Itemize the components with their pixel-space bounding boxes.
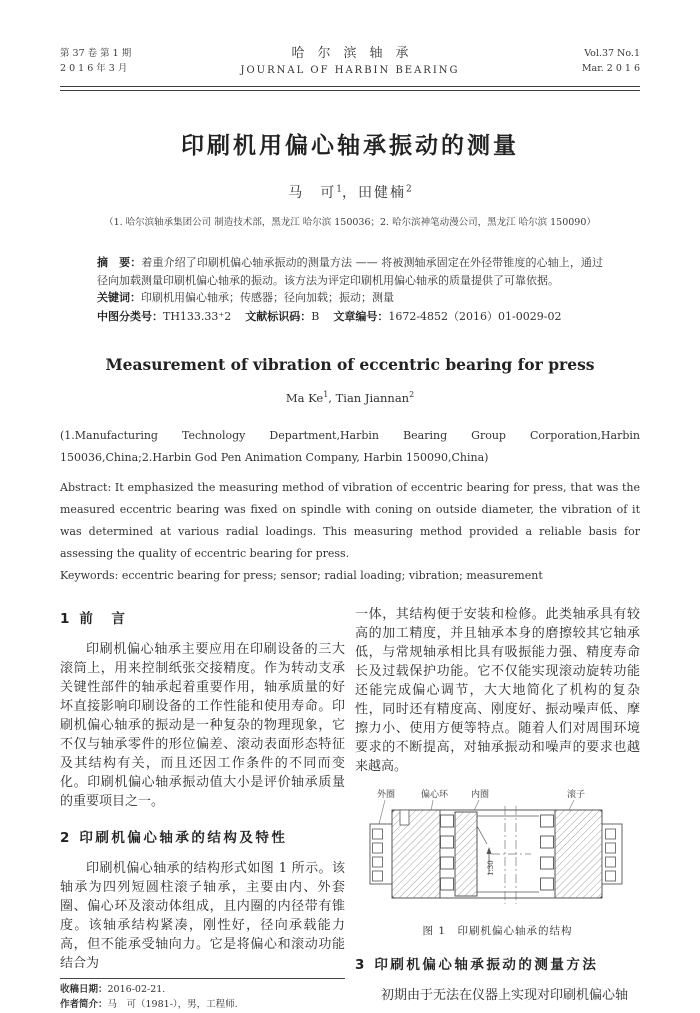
inner-ring-band — [455, 812, 477, 896]
left-outer-block — [392, 810, 440, 898]
author2-en: Tian Jiannan — [335, 390, 410, 405]
journal-title-en: JOURNAL OF HARBIN BEARING — [240, 65, 460, 76]
clc-number: 中图分类号：TH133.33⁺2 — [97, 309, 232, 323]
author2-cn: 田健楠 — [358, 185, 406, 201]
affiliation-cn: （1. 哈尔滨轴承集团公司 制造技术部，黑龙江 哈尔滨 150036；2. 哈尔滨神笔动漫公司，黑龙江 哈尔滨 150090） — [104, 217, 596, 228]
section1-paragraph: 印刷机偏心轴承主要应用在印刷设备的三大滚筒上，用来控制纸张交接精度。作为转动支承关键性部件的轴承起着重要作用，轴承质量的好坏直接影响印刷设备的工作性能和使用寿命。印刷机偏心轴承的振动是一种复杂的物理现象，它不仅与轴承零件的形位偏差、滚动表面形态特征及其结构有关，而且还因工作条件的不同而变化。印刷机偏心轴承振动值大小是评价轴承质量的重要项目之一。 — [60, 641, 345, 809]
affiliation-en: (1.Manufacturing Technology Department,Harbin Bearing Group Corporation,Harbin 150036,China;2.Harbin God Pen Animation Company, Harbin 150090,China) — [60, 428, 640, 464]
label-inner-ring: 内圈 — [471, 789, 490, 800]
abstract-block-cn — [97, 254, 603, 325]
header-left — [60, 46, 180, 76]
date-en: Mar. 2 0 1 6 — [581, 63, 640, 74]
authors-line-cn — [60, 182, 640, 202]
right-outer-block — [555, 810, 602, 898]
volume-issue-cn: 第 37 卷 第 1 期 — [60, 48, 132, 59]
keywords-cn — [97, 289, 603, 307]
abstract-en: Abstract: It emphasized the measuring method of vibration of eccentric bearing for press, that was the measured eccentric bearing was fixed on spindle with coning on outside diameter, the vibration of it was determined at various radial loadings. This measuring method provided a reliable basis for assessing the quality of eccentric bearing for press. — [60, 480, 640, 560]
author1-sup: 1 — [336, 184, 342, 195]
article-title-cn: 印刷机用偏心轴承振动的测量 — [181, 133, 519, 159]
section1-heading: 1 前 言 — [60, 610, 128, 627]
figure1-caption: 图 1 印刷机偏心轴承的结构 — [422, 924, 573, 937]
journal-header — [60, 46, 640, 78]
bearing-cross-section-diagram — [355, 786, 640, 918]
section2-heading: 2 印刷机偏心轴承的结构及特性 — [60, 829, 288, 846]
author1-en: Ma Ke — [285, 390, 324, 405]
lubrication-slot — [400, 810, 409, 825]
author2-sup-en: 2 — [409, 390, 415, 399]
article-title-en: Measurement of vibration of eccentric bearing for press — [105, 355, 595, 374]
taper-ratio-text: 1:30 — [487, 860, 495, 876]
author-separator-en: , — [328, 390, 336, 405]
author-bio-line: 作者简介：马 可（1981-），男，工程师. — [60, 999, 238, 1011]
authors-line-en — [60, 390, 640, 405]
author-separator: ， — [342, 185, 358, 201]
keywords-en: Keywords: eccentric bearing for press; sensor; radial loading; vibration; measurement — [60, 568, 543, 582]
article-id: 文章编号：1672-4852（2016）01-0029-02 — [333, 309, 562, 323]
header-right — [520, 46, 640, 76]
author1-cn: 马 可 — [288, 185, 337, 201]
section3-heading: 3 印刷机偏心轴承振动的测量方法 — [355, 956, 599, 973]
document-code: 文献标识码：B — [245, 309, 320, 323]
header-center — [180, 46, 520, 78]
received-date-line: 收稿日期：2016-02-21. — [60, 983, 166, 995]
label-eccentric-ring: 偏心环 — [421, 789, 449, 800]
keywords-label-cn: 关键词： — [97, 291, 141, 304]
section3-paragraph: 初期由于无法在仪器上实现对印刷机偏心轴 — [381, 987, 629, 1003]
volume-issue-en: Vol.37 No.1 — [584, 48, 640, 59]
abstract-text-cn: 着重介绍了印刷机偏心轴承振动的测量方法 —— 将被测轴承固定在外径带锥度的心轴上，通过径向加载测量印刷机偏心轴承的振动。该方法为评定印刷机用偏心轴承的质量提供了可靠依据。 — [97, 256, 604, 287]
author1-sup-en: 1 — [323, 390, 329, 399]
keywords-text-cn: 印刷机用偏心轴承；传感器；径向加载；振动；测量 — [141, 291, 394, 304]
two-column-body — [60, 605, 640, 1013]
journal-title-cn: 哈尔滨轴承 — [291, 46, 422, 61]
section2-paragraph-continued: 一体，其结构便于安装和检修。此类轴承具有较高的加工精度，并且轴承本身的磨擦较其它轴承低，与常规轴承相比具有吸振能力强、精度寿命长及过载保护功能。它不仅能实现滚动旋转功能还能完成偏心调节，大大地简化了机构的复杂性，同时还有精度高、刚度好、振动噪声低、摩擦力小、使用方便等特点。随着人们对周围环境要求的不断提高，对轴承振动和噪声的要求也越来越高。 — [355, 606, 640, 774]
header-double-rule — [60, 86, 640, 91]
section2-paragraph: 印刷机偏心轴承的结构形式如图 1 所示。该轴承为四列短圆柱滚子轴承，主要由内、外套圈、偏心环及滚动体组成，且内圈的内径带有锥度。该轴承结构紧凑，刚性好，径向承载能力高，但不能承受轴向力。它是将偏心和滚动功能结合为 — [60, 860, 345, 971]
date-cn: 2 0 1 6 年 3 月 — [60, 63, 128, 74]
article-meta-row — [97, 308, 603, 326]
first-page-footnote — [60, 978, 345, 1013]
abstract-label-cn: 摘 要： — [97, 256, 142, 269]
abstract-cn — [97, 254, 603, 289]
column-left — [60, 605, 345, 1013]
label-roller: 滚子 — [567, 789, 586, 800]
figure-1 — [355, 786, 640, 938]
author2-sup: 2 — [406, 184, 412, 195]
label-outer-ring: 外圈 — [377, 789, 396, 800]
column-right — [355, 605, 640, 1013]
